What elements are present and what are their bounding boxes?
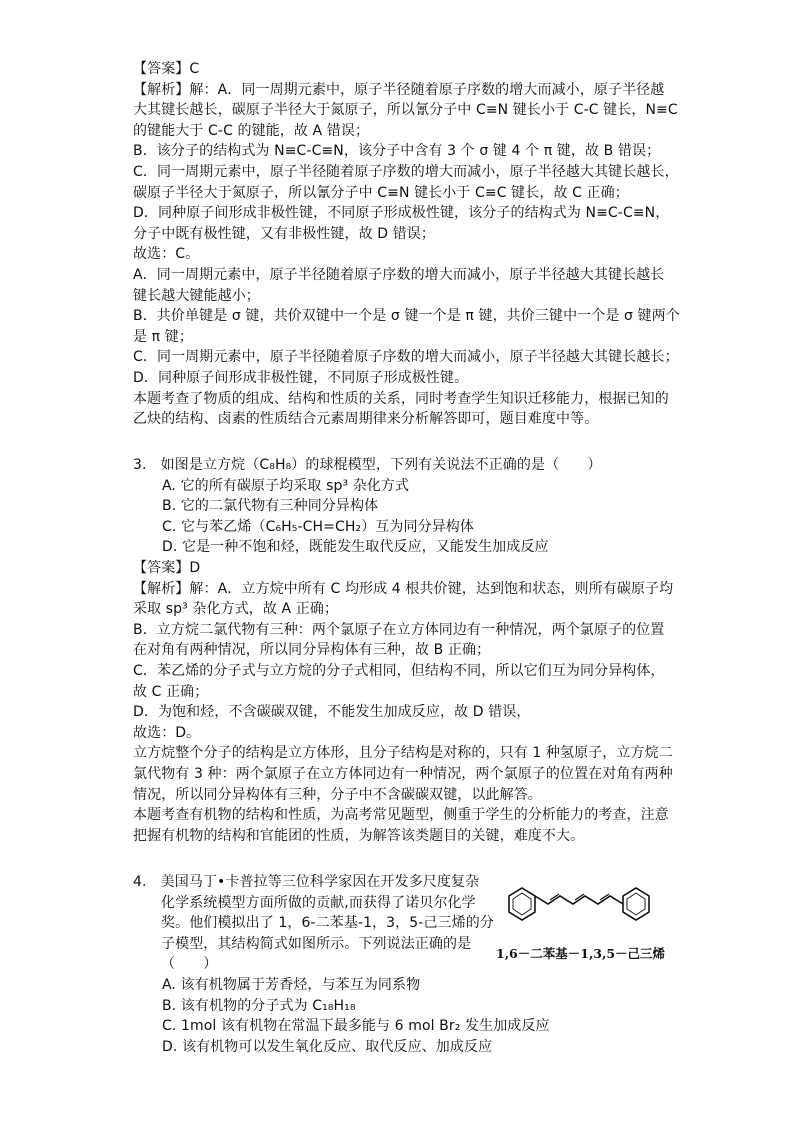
q3-line: 在对角有两种情况，所以同分异构体有三种，故 B 正确；	[133, 642, 491, 659]
q2-line: 【解析】解：A．同一周期元素中，原子半径随着原子序数的增大而减小，原子半径越	[133, 81, 665, 98]
q3-option-b: B. 它的二氯代物有三种同分异构体	[162, 498, 379, 515]
q3-option-d: D. 它是一种不饱和烃，既能发生取代反应，又能发生加成反应	[162, 539, 549, 556]
q3-line: 把握有机物的结构和官能团的性质，为解答该类题目的关键，难度不大。	[133, 827, 585, 844]
q2-answer: 【答案】C	[133, 61, 200, 77]
q2-line: 故选：C。	[133, 246, 200, 263]
q4-option-a: A. 该有机物属于芳香烃，与苯互为同系物	[162, 977, 421, 993]
q2-line: 大其键长越长，碳原子半径大于氮原子，所以氰分子中 C≡N 键长小于 C-C 键长，N≡C	[133, 102, 678, 119]
q3-line: 本题考查有机物的结构和性质，为高考常见题型，侧重于学生的分析能力的考查，注意	[133, 807, 669, 824]
q3-line: 立方烷整个分子的结构是立方体形，且分子结构是对称的，只有 1 种氢原子，立方烷二	[133, 745, 673, 762]
q4-stem-line: （ ）	[161, 956, 218, 973]
question-3	[133, 455, 673, 846]
figure-caption: 1,6－二苯基－1,3,5－己三烯	[496, 946, 666, 961]
q2-line: B．该分子的结构式为 N≡C-C≡N，该分子中含有 3 个 σ 键 4 个 π 键，故 B 错误；	[133, 143, 661, 160]
q3-option-a: A. 它的所有碳原子均采取 sp³ 杂化方式	[162, 477, 410, 494]
q2-line: 乙炔的结构、卤素的性质结合元素周期律来分析解答即可，题目难度中等。	[133, 411, 599, 428]
q2-line: 本题考查了物质的组成、结构和性质的关系，同时考查学生知识迁移能力，根据已知的	[133, 390, 669, 407]
q2-line: C．同一周期元素中，原子半径随着原子序数的增大而减小，原子半径越大其键长越长，	[133, 163, 679, 180]
diphenylhexatriene-structure	[496, 871, 668, 943]
q2-solution	[133, 59, 680, 430]
q4-stem-line: 子模型，其结构简式如图所示。下列说法正确的是	[161, 935, 472, 952]
q2-line: D．同种原子间形成非极性键，不同原子形成极性键。	[133, 369, 469, 386]
right-benzene-inner	[627, 893, 645, 915]
q2-line: D．同种原子间形成非极性键，不同原子形成极性键，该分子的结构式为 N≡C-C≡N，	[133, 205, 670, 222]
q3-line: D．为饱和烃，不含碳碳双键，不能发生加成反应，故 D 错误，	[133, 704, 531, 721]
q4-option-b: B. 该有机物的分子式为 C₁₈H₁₈	[162, 997, 356, 1014]
q3-line: 【解析】解：A．立方烷中所有 C 均形成 4 根共价键，达到饱和状态，则所有碳原子均	[133, 580, 674, 597]
q2-line: 分子中既有极性键，又有非极性键，故 D 错误；	[133, 225, 435, 242]
q2-line: 键长越大键能越小；	[133, 287, 260, 304]
q4-stem-line: 化学系统模型方面所做的贡献,而获得了诺贝尔化学	[161, 894, 476, 911]
q2-line: B．共价单键是 σ 键，共价双键中一个是 σ 键一个是 π 键，共价三键中一个是 σ 键两个	[133, 308, 680, 325]
q3-option-c: C. 它与苯乙烯（C₆H₅-CH=CH₂）互为同分异构体	[162, 518, 475, 535]
q3-line: 故选：D。	[133, 724, 201, 741]
q3-line: C．苯乙烯的分子式与立方烷的分子式相同，但结构不同，所以它们互为同分异构体，	[133, 662, 665, 679]
left-benzene-inner	[513, 893, 531, 915]
q2-line: 碳原子半径大于氮原子，所以氰分子中 C≡N 键长小于 C≡C 键长，故 C 正确；	[133, 184, 629, 201]
q3-line: 氯代物有 3 种：两个氯原子在立方体同边有一种情况，两个氯原子的位置在对角有两种	[133, 765, 673, 782]
q3-line: 采取 sp³ 杂化方式，故 A 正确；	[133, 601, 339, 618]
q4-options	[133, 975, 673, 1057]
q3-line: 情况，所以同分异构体有三种，分子中不含碳碳双键，以此解答。	[133, 786, 542, 803]
q2-line: A．同一周期元素中，原子半径随着原子序数的增大而减小，原子半径越大其键长越长	[133, 266, 665, 283]
q3-answer: 【答案】D	[133, 559, 201, 576]
q2-line: 是 π 键；	[133, 328, 193, 345]
q4-option-d: D. 该有机物可以发生氧化反应、取代反应、加成反应	[162, 1038, 493, 1055]
q3-stem: 3. 如图是立方烷（C₈H₈）的球棍模型，下列有关说法不正确的是（ ）	[133, 457, 602, 473]
question-4	[133, 872, 493, 975]
q2-line: C．同一周期元素中，原子半径随着原子序数的增大而减小，原子半径越大其键长越长；	[133, 349, 679, 366]
q4-stem-line: 奖。他们模拟出了 1，6-二苯基-1，3，5-己三烯的分	[161, 915, 494, 932]
q3-line: B．立方烷二氯代物有三种：两个氯原子在立方体同边有一种情况，两个氯原子的位置	[133, 621, 665, 638]
q4-stem-line: 4. 美国马丁•卡普拉等三位科学家因在开发多尺度复杂	[133, 874, 480, 890]
structure-figure	[496, 871, 666, 966]
q4-option-c: C. 1mol 该有机物在常温下最多能与 6 mol Br₂ 发生加成反应	[162, 1018, 550, 1035]
q2-line: 的键能大于 C-C 的键能，故 A 错误；	[133, 122, 370, 139]
q3-line: 故 C 正确；	[133, 683, 209, 700]
